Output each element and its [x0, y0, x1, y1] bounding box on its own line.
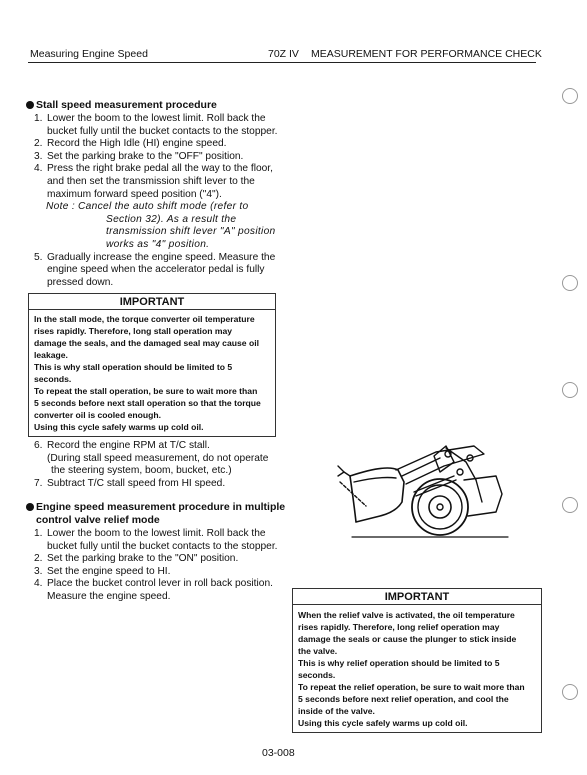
important-text: damage the seals or cause the plunger to stick inside: [298, 634, 517, 644]
step-number: 1.: [34, 528, 43, 539]
step-number: 3.: [34, 565, 43, 577]
step-text: Record the engine RPM at T/C stall.: [47, 440, 210, 451]
binder-hole: [562, 382, 578, 398]
step-item: [34, 138, 279, 151]
step-text: bucket fully until the bucket contacts to the stopper.: [47, 125, 278, 137]
important-text: inside of the valve.: [298, 706, 375, 716]
important-text: This is why relief operation should be limited to 5: [298, 658, 500, 668]
step-text: Set the engine speed to HI.: [47, 565, 171, 577]
step-list: [34, 528, 279, 604]
header-section-title: Measuring Engine Speed: [30, 48, 148, 60]
step-text: Press the right brake pedal all the way to the floor,: [47, 163, 273, 175]
important-body: [293, 605, 541, 732]
step-item: [34, 528, 279, 553]
section-title: control valve relief mode: [36, 514, 160, 526]
important-body: [29, 310, 275, 436]
step-text: Gradually increase the engine speed. Measure the: [47, 251, 276, 263]
important-text: the valve.: [298, 646, 338, 656]
section-heading: [26, 99, 217, 111]
important-text: rises rapidly. Therefore, long stall operation may: [34, 326, 233, 336]
step-number: 5.: [34, 251, 43, 263]
step-text: Record the High Idle (HI) engine speed.: [47, 138, 227, 150]
note-text: Cancel the auto shift mode (refer to: [78, 201, 249, 213]
important-title: IMPORTANT: [29, 294, 275, 310]
step-item: [34, 566, 279, 579]
important-text: rises rapidly. Therefore, long relief operation may: [298, 622, 500, 632]
step-text: Lower the boom to the lowest limit. Roll back the: [47, 528, 266, 539]
important-text: When the relief valve is activated, the oil temperature: [298, 610, 515, 620]
section-title: Stall speed measurement procedure: [36, 99, 217, 111]
step-text: engine speed when the accelerator pedal is fully: [47, 264, 265, 276]
header-rule: [28, 62, 536, 63]
section-heading: [26, 501, 285, 527]
bullet-icon: [26, 503, 34, 511]
step-item: [34, 478, 279, 491]
important-text: Using this cycle safely warms up cold oil.: [34, 422, 204, 432]
important-text: seconds.: [34, 374, 72, 384]
wheel-loader-illustration: [336, 432, 516, 542]
note-text: transmission shift lever "A" position: [106, 226, 276, 238]
step-text: Subtract T/C stall speed from HI speed.: [47, 477, 226, 489]
step-list: [34, 440, 279, 490]
step-number: 7.: [34, 477, 43, 489]
step-text: Set the parking brake to the "ON" position.: [47, 553, 239, 565]
step-text: bucket fully until the bucket contacts to the stopper.: [47, 540, 278, 552]
important-text: damage the seals, and the damaged seal may cause oil: [34, 338, 259, 348]
step-text: and then set the transmission shift lever to the: [47, 175, 255, 187]
binder-hole: [562, 684, 578, 700]
important-box: [28, 293, 276, 437]
important-title: IMPORTANT: [293, 589, 541, 605]
header-chapter: 70Z IV: [268, 48, 299, 60]
step-number: 2.: [34, 553, 43, 565]
step-item: [34, 553, 279, 566]
bullet-icon: [26, 101, 34, 109]
important-text: To repeat the stall operation, be sure to wait more than: [34, 386, 258, 396]
step-list: [34, 113, 279, 289]
step-text: the steering system, boom, bucket, etc.): [51, 465, 232, 477]
important-text: 5 seconds before next stall operation so that the torque: [34, 398, 261, 408]
step-text: (During stall speed measurement, do not operate: [47, 452, 269, 464]
important-text: Using this cycle safely warms up cold oil.: [298, 718, 468, 728]
binder-hole: [562, 88, 578, 104]
step-number: 2.: [34, 138, 43, 150]
step-item: [34, 113, 279, 138]
important-text: In the stall mode, the torque converter oil temperature: [34, 314, 255, 324]
step-text: maximum forward speed position ("4").: [47, 188, 222, 200]
step-item: [34, 151, 279, 164]
step-number: 4.: [34, 578, 43, 590]
note-label: Note :: [46, 201, 75, 213]
step-text: Lower the boom to the lowest limit. Roll back the: [47, 113, 266, 124]
step-text: Place the bucket control lever in roll back position.: [47, 578, 273, 590]
note-text: Section 32). As a result the: [106, 213, 237, 225]
binder-hole: [562, 497, 578, 513]
important-box: [292, 588, 542, 733]
important-text: seconds.: [298, 670, 336, 680]
step-item: [34, 578, 279, 603]
step-number: 1.: [34, 113, 43, 124]
page-number: 03-008: [262, 747, 295, 759]
important-text: To repeat the relief operation, be sure to wait more than: [298, 682, 525, 692]
header-chapter-title: MEASUREMENT FOR PERFORMANCE CHECK: [311, 48, 542, 60]
important-text: leakage.: [34, 350, 68, 360]
step-item: [34, 252, 279, 290]
binder-hole: [562, 275, 578, 291]
step-text: Set the parking brake to the "OFF" position.: [47, 150, 244, 162]
note: [34, 201, 279, 251]
step-item: [34, 163, 279, 201]
step-text: Measure the engine speed.: [47, 590, 171, 602]
step-number: 4.: [34, 163, 43, 175]
important-text: This is why stall operation should be limited to 5: [34, 362, 233, 372]
important-text: 5 seconds before next relief operation, and cool the: [298, 694, 509, 704]
important-text: converter oil is cooled enough.: [34, 410, 162, 420]
step-number: 6.: [34, 440, 43, 451]
note-text: works as "4" position.: [106, 238, 210, 250]
step-item: [34, 440, 279, 478]
step-number: 3.: [34, 150, 43, 162]
step-text: pressed down.: [47, 276, 114, 288]
section-title: Engine speed measurement procedure in multiple: [36, 501, 286, 513]
